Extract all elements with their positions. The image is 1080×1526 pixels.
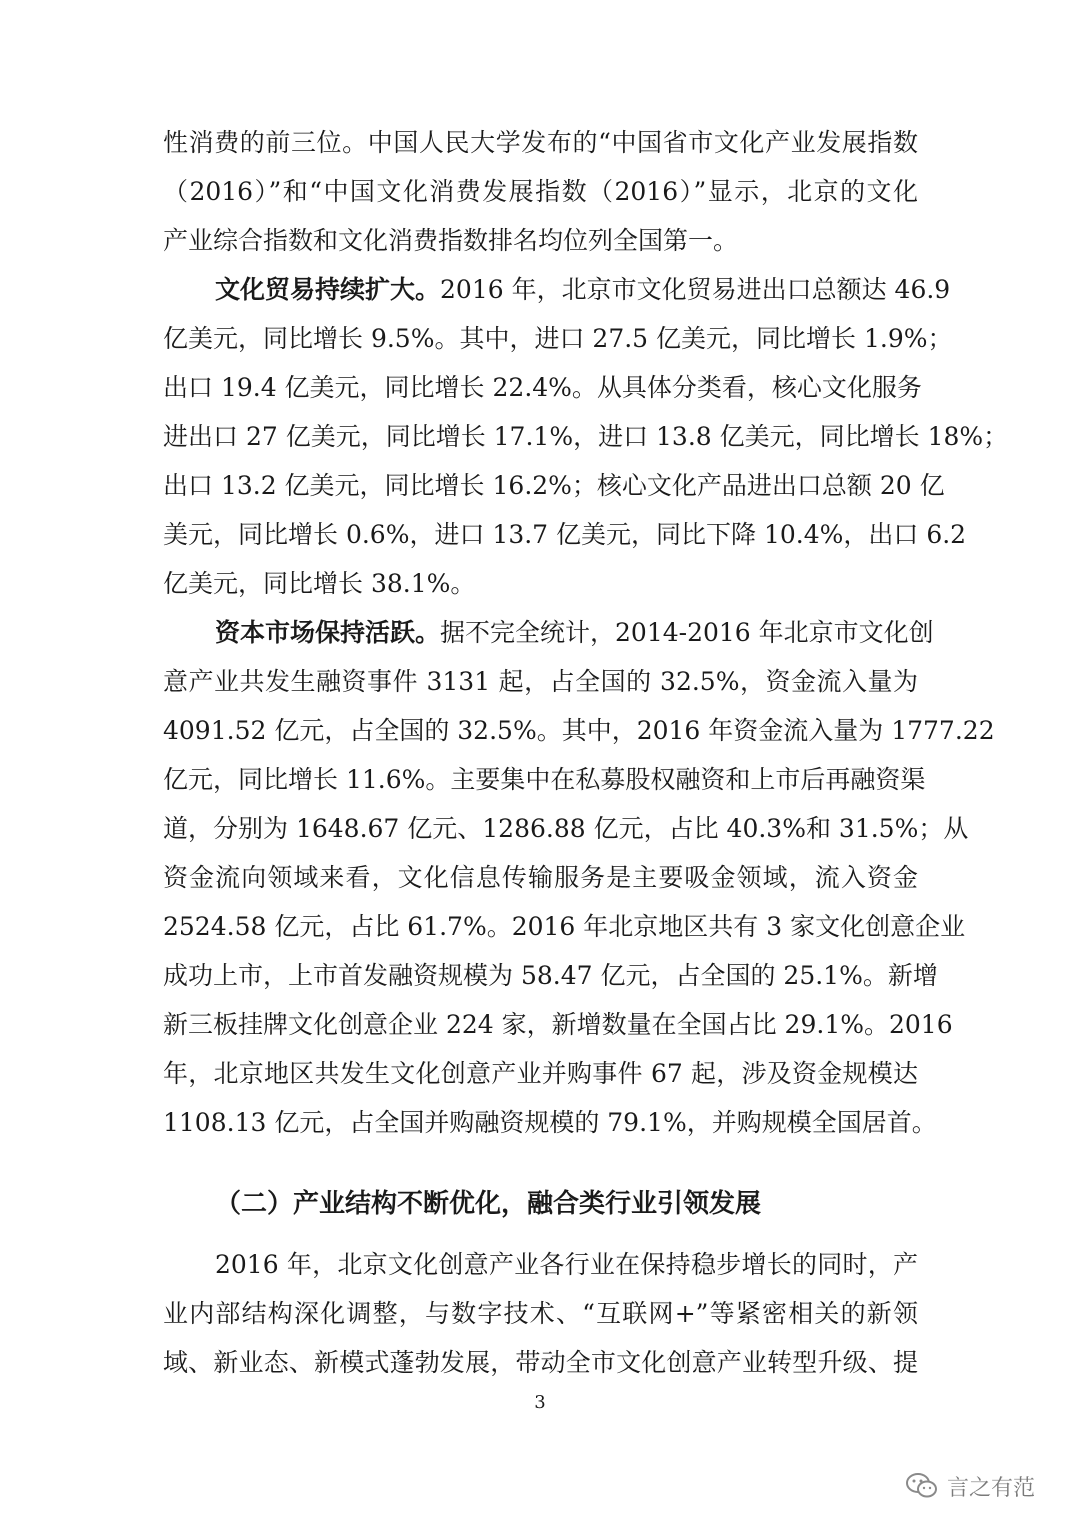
- text-line: [163, 265, 951, 314]
- watermark: [905, 1466, 1035, 1506]
- text-line: [163, 1240, 918, 1289]
- section-heading: （二）产业结构不断优化，融合类行业引领发展: [215, 1189, 762, 1219]
- wechat-icon: [905, 1471, 939, 1501]
- text-span: 据不完全统计，2014-2016 年北京市文化创: [440, 618, 934, 647]
- text-line: 产业综合指数和文化消费指数排名均位列全国第一。: [163, 226, 739, 255]
- text-line: 2524.58 亿元，占比 61.7%。2016 年北京地区共有 3 家文化创意企业: [163, 912, 966, 941]
- text-line: 出口 13.2 亿美元，同比增长 16.2%；核心文化产品进出口总额 20 亿: [163, 471, 945, 500]
- text-span: 2016 年，北京市文化贸易进出口总额达 46.9: [440, 275, 951, 304]
- text-line: 成功上市，上市首发融资规模为 58.47 亿元，占全国的 25.1%。新增: [163, 961, 938, 990]
- text-line: 性消费的前三位。中国人民大学发布的“中国省市文化产业发展指数: [163, 128, 918, 157]
- text-line: [163, 608, 934, 657]
- paragraph-lead: 文化贸易持续扩大。: [215, 275, 441, 304]
- text-line: 美元，同比增长 0.6%，进口 13.7 亿美元，同比下降 10.4%，出口 6.2: [163, 520, 967, 549]
- text-line: 亿美元，同比增长 9.5%。其中，进口 27.5 亿美元，同比增长 1.9%；: [163, 324, 953, 353]
- page-number: 3: [534, 1392, 546, 1413]
- text-line: 资金流向领域来看，文化信息传输服务是主要吸金领域，流入资金: [163, 863, 918, 892]
- text-span: 2016 年，北京文化创意产业各行业在保持稳步增长的同时，产: [215, 1250, 918, 1279]
- text-line: 出口 19.4 亿美元，同比增长 22.4%。从具体分类看，核心文化服务: [163, 373, 922, 402]
- body-text: [163, 1240, 918, 1387]
- paragraph-lead: 资本市场保持活跃。: [215, 618, 441, 647]
- text-line: （2016）”和“中国文化消费发展指数（2016）”显示，北京的文化: [163, 177, 918, 206]
- text-line: 业内部结构深化调整，与数字技术、“互联网+”等紧密相关的新领: [163, 1299, 918, 1328]
- text-line: 新三板挂牌文化创意企业 224 家，新增数量在全国占比 29.1%。2016: [163, 1010, 953, 1039]
- text-line: 4091.52 亿元，占全国的 32.5%。其中，2016 年资金流入量为 1777.22: [163, 716, 995, 745]
- text-line: 年，北京地区共发生文化创意产业并购事件 67 起，涉及资金规模达: [163, 1059, 918, 1088]
- text-line: 1108.13 亿元，占全国并购融资规模的 79.1%，并购规模全国居首。: [163, 1108, 937, 1137]
- body-text: [163, 118, 1009, 1147]
- text-line: 亿美元，同比增长 38.1%。: [163, 569, 476, 598]
- text-line: 域、新业态、新模式蓬勃发展，带动全市文化创意产业转型升级、提: [163, 1348, 918, 1377]
- text-line: 进出口 27 亿美元，同比增长 17.1%，进口 13.8 亿美元，同比增长 18%；: [163, 422, 1009, 451]
- text-line: 意产业共发生融资事件 3131 起，占全国的 32.5%，资金流入量为: [163, 667, 918, 696]
- text-line: 道，分别为 1648.67 亿元、1286.88 亿元，占比 40.3%和 31.5%；从: [163, 814, 969, 843]
- watermark-text: 言之有范: [947, 1475, 1036, 1501]
- text-line: 亿元，同比增长 11.6%。主要集中在私募股权融资和上市后再融资渠: [163, 765, 926, 794]
